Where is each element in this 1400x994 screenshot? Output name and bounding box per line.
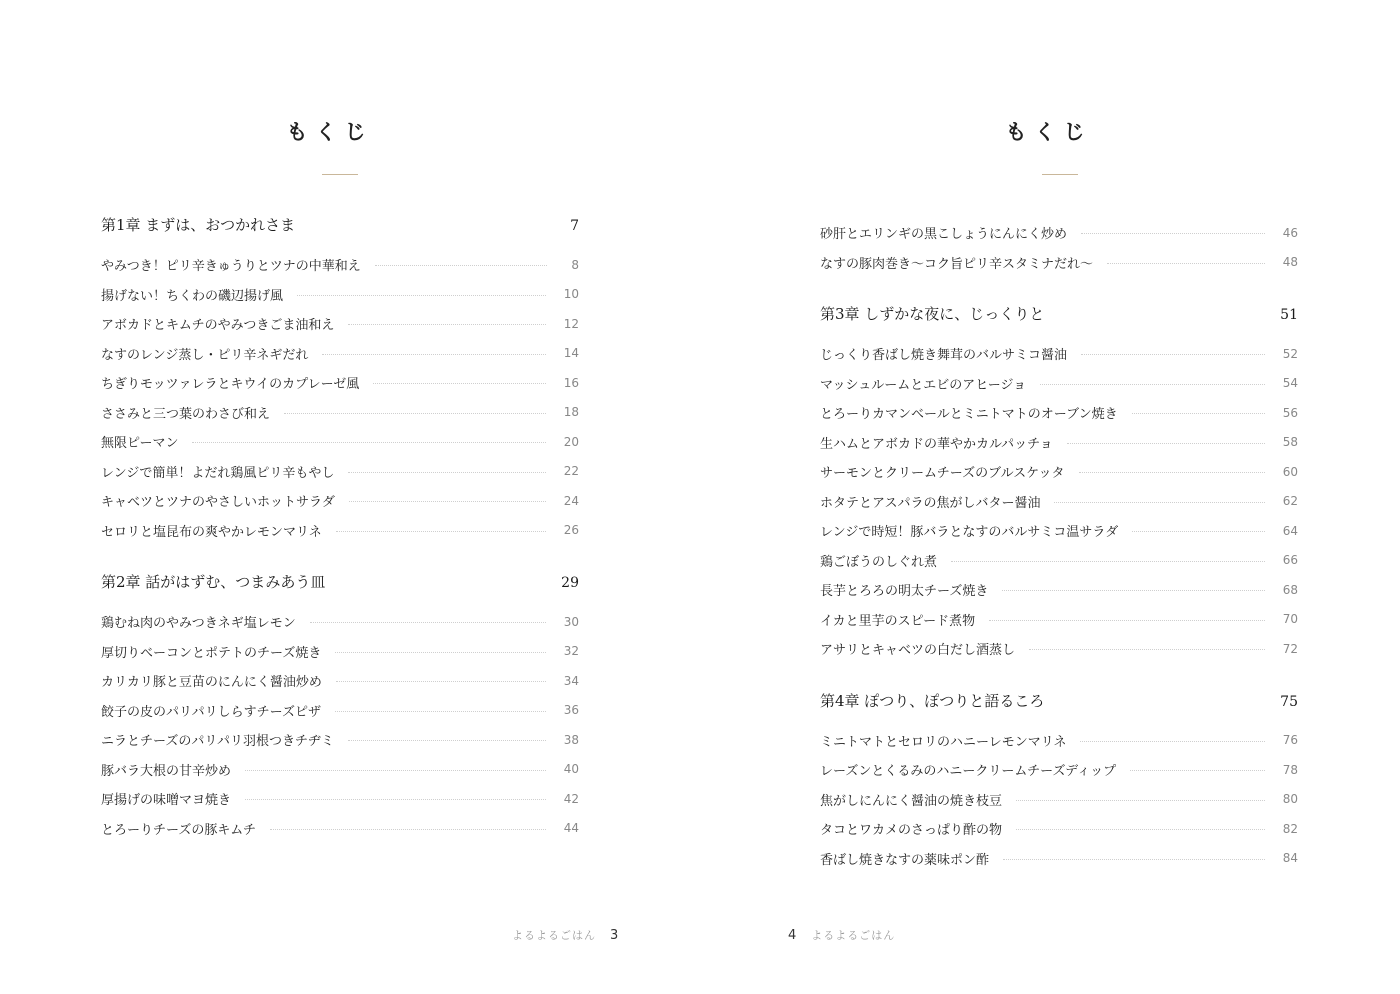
dot-leader: [1002, 590, 1264, 591]
entry-page: 16: [563, 375, 579, 390]
entry-page: 76: [1282, 733, 1298, 748]
toc-entry[interactable]: [820, 634, 1298, 664]
dot-leader: [1067, 443, 1265, 444]
chapter-title: 第1章 まずは、おつかれさま: [101, 216, 296, 234]
dot-leader: [335, 652, 545, 653]
entry-title: アサリとキャベツの白だし酒蒸し: [820, 643, 1016, 659]
chapter-title: 第3章 しずかな夜に、じっくりと: [820, 305, 1045, 323]
dot-leader: [1054, 502, 1264, 503]
dot-leader: [336, 681, 546, 682]
entry-list: [820, 339, 1298, 664]
dot-leader: [989, 620, 1265, 621]
chapter-heading[interactable]: [101, 571, 579, 601]
dot-leader: [1081, 354, 1265, 355]
entry-title: ちぎりモッツァレラとキウイのカプレーゼ風: [101, 377, 360, 393]
entry-title: 生ハムとアボカドの華やかカルパッチョ: [820, 436, 1053, 452]
entry-page: 66: [1282, 553, 1298, 568]
toc-list: [101, 214, 579, 869]
toc-entry[interactable]: [101, 725, 579, 755]
dot-leader: [348, 472, 545, 473]
chapter-heading[interactable]: [820, 690, 1298, 720]
toc-entry[interactable]: [101, 427, 579, 457]
toc-entry[interactable]: [101, 486, 579, 516]
right-page: [700, 0, 1400, 994]
entry-title: ミニトマトとセロリのハニーレモンマリネ: [820, 734, 1067, 750]
toc-list: [820, 218, 1298, 899]
entry-page: 44: [563, 821, 579, 836]
entry-title: ホタテとアスパラの焦がしバター醤油: [820, 495, 1041, 511]
page-title: もくじ: [286, 119, 374, 144]
entry-title: 豚バラ大根の甘辛炒め: [101, 763, 232, 779]
entry-page: 24: [563, 493, 579, 508]
entry-title: 厚揚げの味噌マヨ焼き: [101, 793, 232, 809]
chapter-section: [101, 571, 579, 843]
entry-page: 46: [1282, 225, 1298, 240]
entry-page: 60: [1282, 464, 1298, 479]
entry-title: 長芋とろろの明太チーズ焼き: [820, 584, 989, 600]
entry-page: 84: [1282, 851, 1298, 866]
entry-page: 34: [563, 673, 579, 688]
entry-title: なすのレンジ蒸し・ピリ辛ネギだれ: [101, 347, 309, 363]
page-number: 4: [788, 928, 798, 943]
entry-title: サーモンとクリームチーズのブルスケッタ: [820, 466, 1065, 482]
dot-leader: [1003, 859, 1265, 860]
entry-page: 22: [563, 464, 579, 479]
dot-leader: [1016, 800, 1265, 801]
entry-page: 8: [571, 257, 579, 272]
toc-entry[interactable]: [820, 398, 1298, 428]
dot-leader: [348, 324, 545, 325]
entry-page: 52: [1282, 346, 1298, 361]
dot-leader: [192, 442, 545, 443]
footer-label: よるよるごはん: [512, 929, 596, 942]
entry-title: キャベツとツナのやさしいホットサラダ: [101, 495, 335, 511]
entry-page: 58: [1282, 435, 1298, 450]
dot-leader: [1029, 649, 1265, 650]
entry-page: 78: [1282, 762, 1298, 777]
entry-page: 82: [1282, 821, 1298, 836]
dot-leader: [284, 413, 546, 414]
entry-list: [820, 218, 1298, 277]
title-divider: [1042, 174, 1078, 175]
page-title: もくじ: [1005, 119, 1093, 144]
entry-title: レーズンとくるみのハニークリームチーズディップ: [820, 764, 1117, 780]
dot-leader: [297, 295, 546, 296]
entry-title: タコとワカメのさっぱり酢の物: [820, 823, 1003, 839]
entry-title: レンジで時短！豚バラとなすのバルサミコ温サラダ: [820, 525, 1119, 541]
toc-entry[interactable]: [820, 726, 1298, 756]
toc-entry[interactable]: [101, 280, 579, 310]
page-number: 3: [610, 928, 620, 943]
toc-entry[interactable]: [820, 546, 1298, 576]
entry-title: 砂肝とエリンギの黒こしょうにんにく炒め: [820, 227, 1068, 243]
dot-leader: [1080, 741, 1264, 742]
entry-page: 68: [1282, 582, 1298, 597]
dot-leader: [1132, 531, 1264, 532]
entry-title: 無限ピーマン: [101, 436, 179, 452]
entry-title: なすの豚肉巻き〜コク旨ピリ辛スタミナだれ〜: [820, 256, 1094, 272]
entry-title: ささみと三つ葉のわさび和え: [101, 406, 271, 422]
toc-entry[interactable]: [101, 368, 579, 398]
dot-leader: [375, 265, 547, 266]
toc-entry[interactable]: [820, 785, 1298, 815]
toc-entry[interactable]: [820, 369, 1298, 399]
toc-entry[interactable]: [101, 250, 579, 280]
chapter-title: 第2章 話がはずむ、つまみあう皿: [101, 573, 326, 591]
entry-title: 鶏ごぼうのしぐれ煮: [820, 554, 938, 570]
entry-page: 38: [563, 732, 579, 747]
entry-page: 12: [563, 316, 579, 331]
entry-page: 80: [1282, 792, 1298, 807]
entry-title: セロリと塩昆布の爽やかレモンマリネ: [101, 524, 322, 540]
chapter-section: [820, 690, 1298, 874]
toc-entry[interactable]: [101, 457, 579, 487]
toc-entry[interactable]: [820, 487, 1298, 517]
dot-leader: [348, 740, 546, 741]
entry-title: とろーりカマンベールとミニトマトのオーブン焼き: [820, 407, 1118, 423]
entry-title: 焦がしにんにく醤油の焼き枝豆: [820, 793, 1003, 809]
dot-leader: [349, 501, 546, 502]
dot-leader: [310, 622, 546, 623]
entry-title: レンジで簡単！よだれ鶏風ピリ辛もやし: [101, 465, 335, 481]
footer-label: よるよるごはん: [811, 929, 896, 942]
toc-entry[interactable]: [820, 844, 1298, 874]
entry-title: 餃子の皮のパリパリしらすチーズピザ: [101, 704, 321, 720]
dot-leader: [951, 561, 1265, 562]
toc-entry[interactable]: [820, 339, 1298, 369]
entry-page: 40: [563, 762, 579, 777]
dot-leader: [335, 711, 546, 712]
toc-entry[interactable]: [820, 755, 1298, 785]
entry-page: 54: [1282, 376, 1298, 391]
chapter-heading[interactable]: [101, 214, 579, 244]
entry-page: 72: [1282, 641, 1298, 656]
dot-leader: [1016, 829, 1265, 830]
page-footer: [788, 927, 895, 943]
chapter-heading[interactable]: [820, 303, 1298, 333]
toc-entry[interactable]: [820, 516, 1298, 546]
entry-page: 70: [1282, 612, 1298, 627]
entry-title: マッシュルームとエビのアヒージョ: [820, 377, 1027, 393]
dot-leader: [270, 829, 546, 830]
dot-leader: [1079, 472, 1265, 473]
entry-list: [101, 250, 579, 545]
toc-entry[interactable]: [101, 398, 579, 428]
entry-page: 64: [1282, 523, 1298, 538]
entry-list: [101, 607, 579, 843]
entry-page: 14: [563, 346, 579, 361]
toc-entry[interactable]: [101, 696, 579, 726]
entry-title: 厚切りベーコンとポテトのチーズ焼き: [101, 645, 322, 661]
dot-leader: [1081, 233, 1265, 234]
chapter-page: 29: [561, 575, 579, 591]
chapter-page: 75: [1280, 693, 1298, 710]
toc-entry[interactable]: [820, 575, 1298, 605]
toc-entry[interactable]: [101, 637, 579, 667]
title-divider: [322, 174, 358, 175]
toc-entry[interactable]: [820, 428, 1298, 458]
toc-entry[interactable]: [820, 457, 1298, 487]
dot-leader: [1130, 770, 1265, 771]
entry-title: イカと里芋のスピード煮物: [820, 613, 976, 629]
entry-title: とろーりチーズの豚キムチ: [101, 822, 256, 838]
dot-leader: [336, 531, 546, 532]
chapter-title: 第4章 ぽつり、ぽつりと語るころ: [820, 691, 1045, 710]
entry-title: カリカリ豚と豆苗のにんにく醤油炒め: [101, 675, 322, 691]
page-footer: [512, 927, 619, 943]
toc-entry[interactable]: [820, 218, 1298, 248]
entry-page: 36: [563, 703, 579, 718]
entry-title: 鶏むね肉のやみつきネギ塩レモン: [101, 616, 296, 632]
entry-title: やみつき！ピリ辛きゅうりとツナの中華和え: [101, 259, 361, 275]
toc-entry[interactable]: [820, 814, 1298, 844]
toc-entry[interactable]: [101, 607, 579, 637]
entry-page: 32: [563, 644, 579, 659]
chapter-section: [101, 214, 579, 545]
toc-entry[interactable]: [101, 755, 579, 785]
dot-leader: [322, 354, 545, 355]
chapter-page: 7: [570, 218, 579, 234]
entry-page: 20: [563, 434, 579, 449]
entry-page: 48: [1282, 255, 1298, 270]
toc-entry[interactable]: [820, 605, 1298, 635]
entry-page: 42: [563, 791, 579, 806]
entry-page: 10: [563, 287, 579, 302]
entry-title: 揚げない！ちくわの磯辺揚げ風: [101, 288, 284, 304]
entry-title: 香ばし焼きなすの薬味ポン酢: [820, 852, 990, 868]
toc-entry[interactable]: [101, 666, 579, 696]
dot-leader: [245, 770, 546, 771]
entry-page: 26: [563, 523, 579, 538]
toc-entry[interactable]: [101, 339, 579, 369]
toc-entry[interactable]: [101, 814, 579, 844]
entry-page: 30: [563, 614, 579, 629]
entry-page: 56: [1282, 405, 1298, 420]
chapter-page: 51: [1280, 307, 1298, 323]
dot-leader: [1040, 384, 1265, 385]
dot-leader: [1107, 263, 1265, 264]
entry-title: ニラとチーズのパリパリ羽根つきチヂミ: [101, 734, 334, 750]
entry-title: じっくり香ばし焼き舞茸のバルサミコ醤油: [820, 348, 1068, 364]
continued-entries: [820, 218, 1298, 277]
entry-list: [820, 726, 1298, 874]
toc-entry[interactable]: [820, 248, 1298, 278]
dot-leader: [1132, 413, 1265, 414]
entry-page: 18: [563, 405, 579, 420]
toc-entry[interactable]: [101, 784, 579, 814]
chapter-section: [820, 303, 1298, 664]
entry-title: アボカドとキムチのやみつきごま油和え: [101, 318, 335, 334]
dot-leader: [245, 799, 546, 800]
dot-leader: [373, 383, 545, 384]
toc-entry[interactable]: [101, 309, 579, 339]
toc-entry[interactable]: [101, 516, 579, 546]
entry-page: 62: [1282, 494, 1298, 509]
